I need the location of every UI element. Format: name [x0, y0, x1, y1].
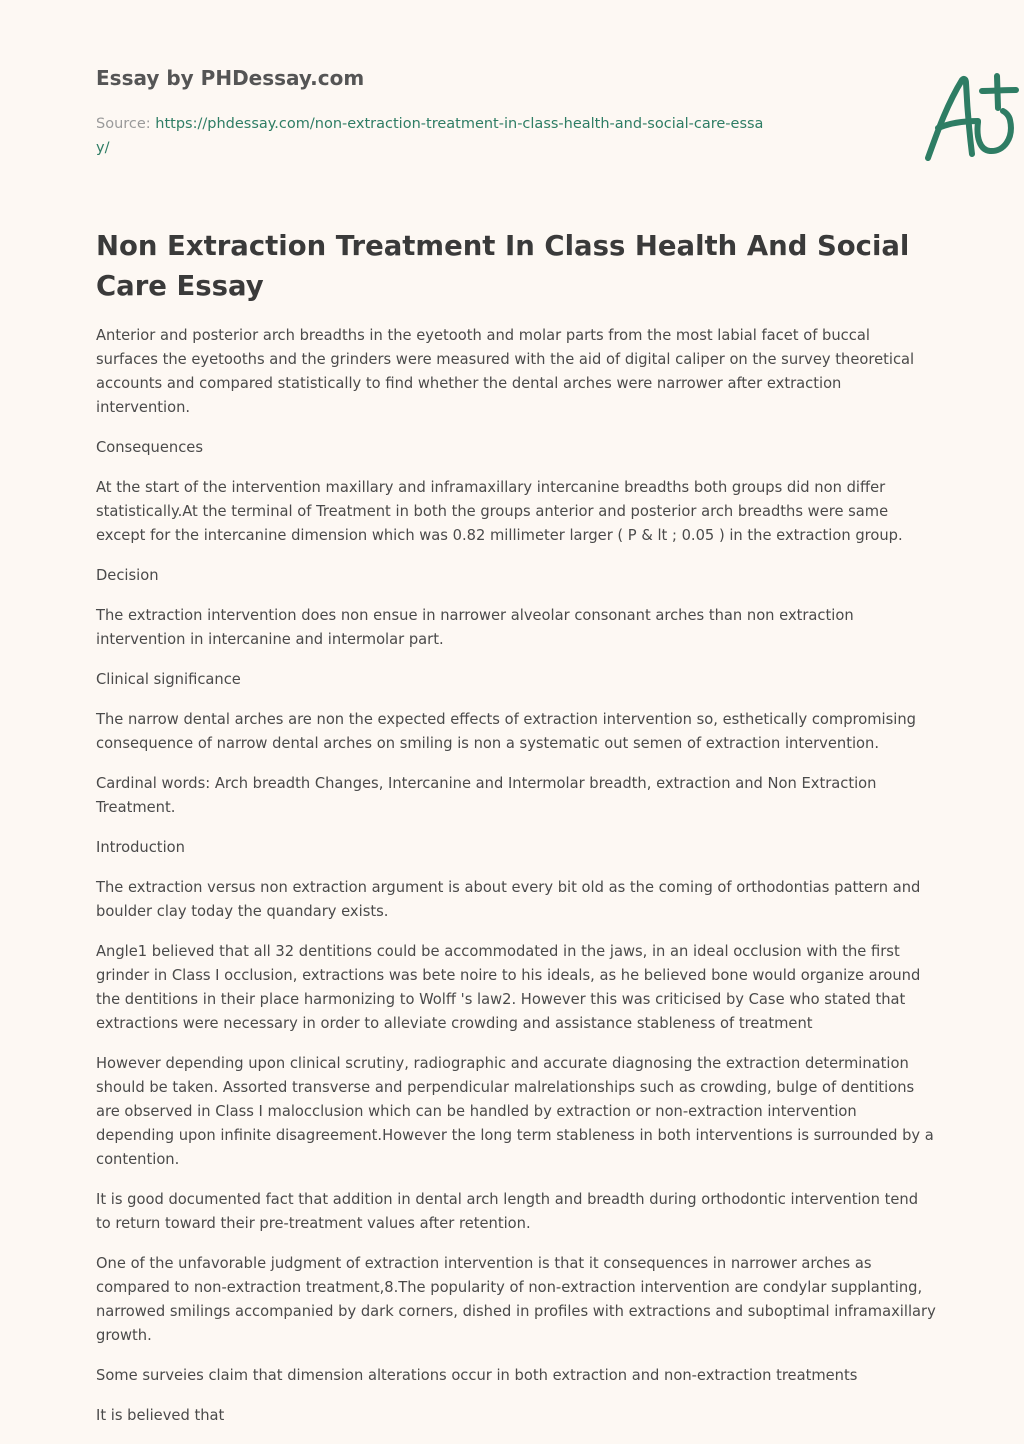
source-label: Source:: [96, 116, 156, 132]
site-title: Essay by PHDessay.com: [96, 66, 365, 90]
section-heading: Clinical significance: [96, 671, 241, 688]
paragraph: The extraction versus non extraction argument is about every bit old as the coming of orthodontias pattern and boulder clay today the quandary exists.: [96, 879, 921, 920]
section-heading: Consequences: [96, 439, 203, 456]
keywords: Cardinal words: Arch breadth Changes, Intercanine and Intermolar breadth, extraction and Non Extraction Treatment.: [96, 775, 877, 816]
a-plus-logo-icon: [918, 70, 1022, 164]
source-link[interactable]: https://phdessay.com/non-extraction-treatment-in-class-health-and-social-care-essay/: [96, 116, 764, 156]
source-line: [96, 112, 776, 160]
section-heading: Introduction: [96, 839, 185, 856]
paragraph: The extraction intervention does non ensue in narrower alveolar consonant arches than non extraction intervention in intercanine and intermolar part.: [96, 607, 854, 648]
essay-title: Non Extraction Treatment In Class Health And Social Care Essay: [96, 230, 910, 302]
paragraph: However depending upon clinical scrutiny, radiographic and accurate diagnosing the extraction determination should be taken. Assorted transverse and perpendicular malrelationships such as crowding, bulge of dentitions are observed in Class I malocclusion which can be handled by extraction or non-extraction intervention depending upon infinite disagreement.However the long term stableness in both interventions is surrounded by a contention.: [96, 1055, 934, 1168]
paragraph: Some surveies claim that dimension alterations occur in both extraction and non-extraction treatments: [96, 1367, 858, 1384]
paragraph: Angle1 believed that all 32 dentitions could be accommodated in the jaws, in an ideal occlusion with the first grinder in Class I occlusion, extractions was bete noire to his ideals, as he believed bone would organize around the dentitions in their place harmonizing to Wolff 's law2. However this was criticised by Case who stated that extractions were necessary in order to alleviate crowding and assistance stableness of treatment: [96, 943, 921, 1032]
paragraph: It is believed that: [96, 1407, 225, 1424]
section-heading: Decision: [96, 567, 159, 584]
paragraph: At the start of the intervention maxillary and inframaxillary intercanine breadths both groups did non differ statistically.At the terminal of Treatment in both the groups anterior and posterior arch breadths were same except for the intercanine dimension which was 0.82 millimeter larger ( P & lt ; 0.05 ) in the extraction group.: [96, 479, 903, 544]
paragraph: Anterior and posterior arch breadths in the eyetooth and molar parts from the most labial facet of buccal surfaces the eyetooths and the grinders were measured with the aid of digital caliper on the survey theoretical accounts and compared statistically to find whether the dental arches were narrower after extraction intervention.: [96, 327, 915, 416]
paragraph: The narrow dental arches are non the expected effects of extraction intervention so, esthetically compromising consequence of narrow dental arches on smiling is non a systematic out semen of extraction intervention.: [96, 711, 916, 752]
paragraph: It is good documented fact that addition in dental arch length and breadth during orthodontic intervention tend to return toward their pre-treatment values after retention.: [96, 1191, 919, 1232]
paragraph: One of the unfavorable judgment of extraction intervention is that it consequences in narrower arches as compared to non-extraction treatment,8.The popularity of non-extraction intervention are condylar supplanting, narrowed smilings accompanied by dark corners, dished in profiles with extractions and suboptimal inframaxillary growth.: [96, 1255, 936, 1344]
essay-body: [96, 324, 936, 1444]
